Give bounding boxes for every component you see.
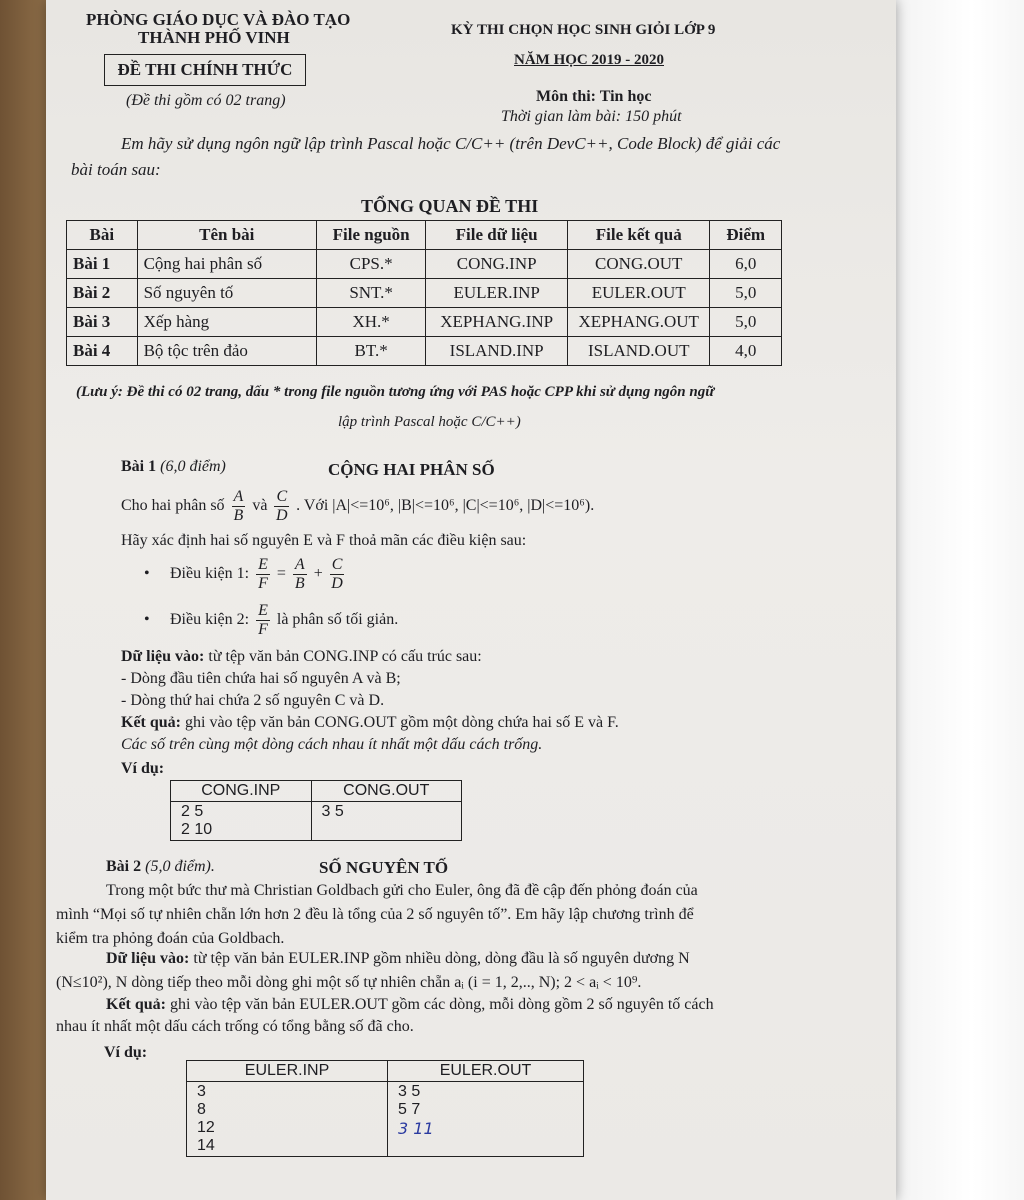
frac-denominator: D [331, 575, 343, 592]
table-cell: XH.* [317, 308, 426, 337]
cond2-label: Điều kiện 2: [170, 611, 250, 629]
example-header: CONG.OUT [311, 781, 461, 802]
fraction-e-f [256, 556, 270, 593]
overview-title: TỔNG QUAN ĐỀ THI [361, 196, 539, 216]
problem2-output-line2: nhau ít nhất một dấu cách trống có tổng bằng số đã cho. [56, 1018, 414, 1035]
example-row [171, 802, 462, 841]
subject: Môn thi: Tin học [536, 88, 652, 105]
problem2-label: Bài 2 [106, 858, 142, 875]
frac-numerator: C [276, 488, 288, 505]
problem1-points: (6,0 điểm) [160, 458, 226, 475]
fraction-e-f [256, 602, 270, 639]
example-line: 3 5 [321, 803, 344, 820]
problem1-example-table [170, 780, 462, 841]
example-line: 3 [197, 1083, 206, 1100]
problem2-text-1: Trong một bức thư mà Christian Goldbach gửi cho Euler, ông đã đề cập đến phỏng đoán của [106, 882, 698, 899]
table-cell: BT.* [317, 337, 426, 366]
exam-paper [46, 0, 896, 1200]
table-cell: Bài 2 [67, 279, 138, 308]
example-output-cell [311, 802, 461, 841]
example-header: EULER.OUT [388, 1061, 584, 1082]
output-text: ghi vào tệp văn bản CONG.OUT gồm một dòng chứa hai số E và F. [185, 714, 619, 731]
school-year: NĂM HỌC 2019 - 2020 [514, 52, 664, 68]
example-row [187, 1082, 584, 1157]
frac-numerator: E [258, 556, 268, 573]
example-line: 5 7 [398, 1101, 421, 1118]
input-text: từ tệp văn bản CONG.INP có cấu trúc sau: [208, 648, 482, 665]
col-header: File kết quả [568, 221, 710, 250]
frac-numerator: E [258, 602, 268, 619]
exam-title: KỲ THI CHỌN HỌC SINH GIỎI LỚP 9 [451, 22, 716, 38]
table-cell: 5,0 [710, 308, 782, 337]
problem1-name: CỘNG HAI PHÂN SỐ [328, 460, 495, 479]
example-line: 2 10 [181, 821, 213, 838]
problem1-find: Hãy xác định hai số nguyên E và F thoả mãn các điều kiện sau: [121, 532, 527, 549]
official-exam-box [104, 54, 306, 86]
input-label: Dữ liệu vào: [121, 648, 205, 665]
problem1-given [121, 488, 594, 525]
intro-line-2: bài toán sau: [71, 160, 161, 179]
example-line: 3 5 [398, 1083, 421, 1100]
constraints: . Với |A|<=10⁶, |B|<=10⁶, |C|<=10⁶, |D|<=10⁶). [296, 497, 595, 515]
table-cell: CONG.OUT [568, 250, 710, 279]
frac-numerator: C [331, 556, 343, 573]
problem2-heading [106, 858, 215, 876]
problem1-example-label: Ví dụ: [121, 760, 165, 777]
intro-line-1: Em hãy sử dụng ngôn ngữ lập trình Pascal hoặc C/C++ (trên DevC++, Code Block) để giải các [121, 134, 781, 153]
department-name: PHÒNG GIÁO DỤC VÀ ĐÀO TẠO [86, 10, 351, 29]
table-cell: 4,0 [710, 337, 782, 366]
col-header: File dữ liệu [426, 221, 568, 250]
cond2-text: là phân số tối giản. [276, 611, 399, 629]
table-cell: Bài 4 [67, 337, 138, 366]
table-cell: Cộng hai phân số [137, 250, 316, 279]
table-cell: Bài 3 [67, 308, 138, 337]
cond1-label: Điều kiện 1: [170, 565, 250, 583]
table-row [67, 308, 782, 337]
table-cell: ISLAND.INP [426, 337, 568, 366]
problem1-input-line1: - Dòng đầu tiên chứa hai số nguyên A và B; [121, 670, 401, 687]
official-exam-label: ĐỀ THI CHÍNH THỨC [117, 60, 293, 79]
fraction-a-b [293, 556, 307, 593]
example-line: 8 [197, 1101, 206, 1118]
example-header-row [171, 781, 462, 802]
bullet-icon: • [144, 611, 150, 629]
frac-denominator: F [258, 621, 268, 638]
frac-denominator: F [258, 575, 268, 592]
overview-header-row [67, 221, 782, 250]
fraction-c-d [274, 488, 289, 525]
table-cell: CONG.INP [426, 250, 568, 279]
col-header: Điểm [710, 221, 782, 250]
table-row [67, 250, 782, 279]
table-cell: XEPHANG.OUT [568, 308, 710, 337]
problem1-label: Bài 1 [121, 458, 157, 475]
bullet-icon: • [144, 565, 150, 583]
col-header: Tên bài [137, 221, 316, 250]
output-text: ghi vào tệp văn bản EULER.OUT gồm các dòng, mỗi dòng gồm 2 số nguyên tố cách [170, 996, 714, 1013]
frac-denominator: B [233, 507, 244, 524]
example-line: 2 5 [181, 803, 204, 820]
table-cell: Bài 1 [67, 250, 138, 279]
problem1-input-line2: - Dòng thứ hai chứa 2 số nguyên C và D. [121, 692, 385, 709]
table-cell: EULER.OUT [568, 279, 710, 308]
table-cell: 5,0 [710, 279, 782, 308]
example-header: EULER.INP [187, 1061, 388, 1082]
example-header-row [187, 1061, 584, 1082]
note-line-2: lập trình Pascal hoặc C/C++) [338, 414, 521, 430]
example-output-cell [388, 1082, 584, 1157]
and-word: và [252, 497, 268, 515]
problem2-name: SỐ NGUYÊN TỐ [319, 858, 449, 877]
problem1-heading [121, 458, 226, 476]
table-row [67, 337, 782, 366]
problem2-points: (5,0 điểm). [145, 858, 215, 875]
problem2-text-3: kiểm tra phỏng đoán của Goldbach. [56, 930, 285, 947]
table-cell: CPS.* [317, 250, 426, 279]
input-text: từ tệp văn bản EULER.INP gồm nhiều dòng, dòng đầu là số nguyên dương N [193, 950, 690, 967]
fraction-c-d [330, 556, 345, 593]
handwritten-answer: 3 11 [398, 1119, 434, 1138]
problem1-input-desc [121, 648, 482, 666]
frac-numerator: A [294, 556, 305, 573]
table-cell: Bộ tộc trên đảo [137, 337, 316, 366]
fraction-a-b [232, 488, 246, 525]
example-line: 12 [197, 1119, 215, 1136]
problem2-text-2: mình “Mọi số tự nhiên chẵn lớn hơn 2 đều là tổng của 2 số nguyên tố”. Em hãy lập chương trình để [56, 906, 694, 923]
frac-denominator: B [294, 575, 305, 592]
frac-denominator: D [275, 507, 288, 524]
plus-sign: + [313, 565, 323, 583]
input-label: Dữ liệu vào: [106, 950, 190, 967]
problem2-example-label: Ví dụ: [104, 1044, 148, 1061]
problem2-input-line2: (N≤10²), N dòng tiếp theo mỗi dòng ghi một số tự nhiên chẵn aᵢ (i = 1, 2,.., N); 2 < aᵢ < 10⁹. [56, 974, 642, 991]
example-input-cell [187, 1082, 388, 1157]
table-cell: Số nguyên tố [137, 279, 316, 308]
city-name: THÀNH PHỐ VINH [138, 28, 290, 47]
pages-note: (Đề thi gồm có 02 trang) [126, 92, 286, 109]
example-line: 14 [197, 1137, 215, 1154]
equals-sign: = [276, 565, 286, 583]
example-header: CONG.INP [171, 781, 312, 802]
given-prefix: Cho hai phân số [121, 497, 225, 515]
problem2-input-desc [106, 950, 690, 968]
table-cell: XEPHANG.INP [426, 308, 568, 337]
problem1-output-desc [121, 714, 619, 732]
table-cell: SNT.* [317, 279, 426, 308]
duration: Thời gian làm bài: 150 phút [501, 108, 682, 125]
problem2-example-table [186, 1060, 584, 1157]
table-cell: 6,0 [710, 250, 782, 279]
table-cell: Xếp hàng [137, 308, 316, 337]
problem2-output-desc [106, 996, 714, 1014]
table-cell: ISLAND.OUT [568, 337, 710, 366]
example-input-cell [171, 802, 312, 841]
condition-2 [144, 602, 398, 639]
overview-table [66, 220, 782, 366]
col-header: File nguồn [317, 221, 426, 250]
table-row [67, 279, 782, 308]
output-label: Kết quả: [121, 714, 181, 731]
condition-1 [144, 556, 347, 593]
table-cell: EULER.INP [426, 279, 568, 308]
note-line-1: (Lưu ý: Đề thi có 02 trang, dấu * trong file nguồn tương ứng với PAS hoặc CPP khi sử dụng ngôn ngữ [76, 384, 715, 400]
white-margin [894, 0, 1024, 1200]
problem1-output-note: Các số trên cùng một dòng cách nhau ít nhất một dấu cách trống. [121, 736, 543, 753]
frac-numerator: A [233, 488, 244, 505]
output-label: Kết quả: [106, 996, 166, 1013]
col-header: Bài [67, 221, 138, 250]
